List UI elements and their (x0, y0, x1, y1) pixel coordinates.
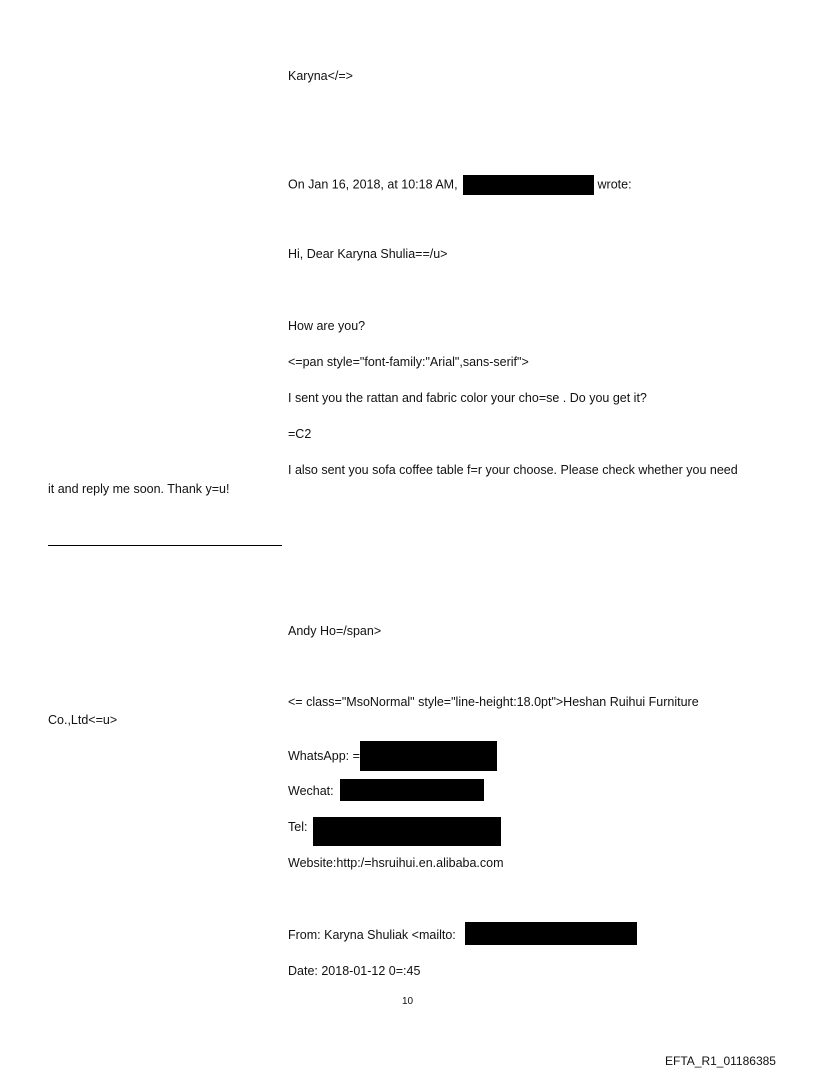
redaction-email (465, 922, 637, 945)
signature-divider (48, 545, 282, 546)
reply-header-line (288, 175, 632, 195)
redaction-sender (463, 175, 594, 195)
redaction-wechat (340, 779, 484, 801)
website-line: Website:http:/=hsruihui.en.alibaba.com (288, 856, 504, 870)
signoff-line: Karyna</=> (288, 69, 353, 83)
rattan-line: I sent you the rattan and fabric color your cho=se . Do you get it? (288, 391, 647, 405)
sender-name-line: Andy Ho=/span> (288, 624, 382, 638)
whatsapp-fragment: = (352, 749, 360, 763)
wechat-line (288, 783, 334, 799)
from-text: From: Karyna Shuliak <mailto: (288, 928, 456, 942)
span-style-line: <=pan style="font-family:"Arial",sans-serif"> (288, 355, 529, 369)
whatsapp-label: WhatsApp: (288, 749, 350, 763)
reply-header-prefix: On Jan 16, 2018, at 10:18 AM, (288, 177, 458, 192)
company-line-1: <= class="MsoNormal" style="line-height:18.0pt">Heshan Ruihui Furniture (288, 695, 699, 709)
redaction-tel (313, 817, 501, 846)
wechat-label: Wechat: (288, 784, 334, 798)
whatsapp-line (288, 748, 360, 764)
company-line-2: Co.,Ltd<=u> (48, 713, 118, 727)
page-number: 10 (402, 996, 414, 1007)
sofa-line-2: it and reply me soon. Thank y=u! (48, 482, 230, 496)
how-are-you-line: How are you? (288, 319, 366, 333)
date-line: Date: 2018-01-12 0=:45 (288, 964, 421, 978)
greeting-line: Hi, Dear Karyna Shulia==/u> (288, 247, 448, 261)
sofa-line-1: I also sent you sofa coffee table f=r your choose. Please check whether you need (288, 463, 738, 477)
from-line (288, 927, 456, 943)
redaction-whatsapp (360, 741, 497, 771)
document-id: EFTA_R1_01186385 (665, 1054, 776, 1068)
reply-header-suffix: wrote: (597, 177, 632, 192)
c2-line: =C2 (288, 427, 312, 441)
tel-line (288, 819, 307, 835)
tel-label: Tel: (288, 820, 308, 834)
